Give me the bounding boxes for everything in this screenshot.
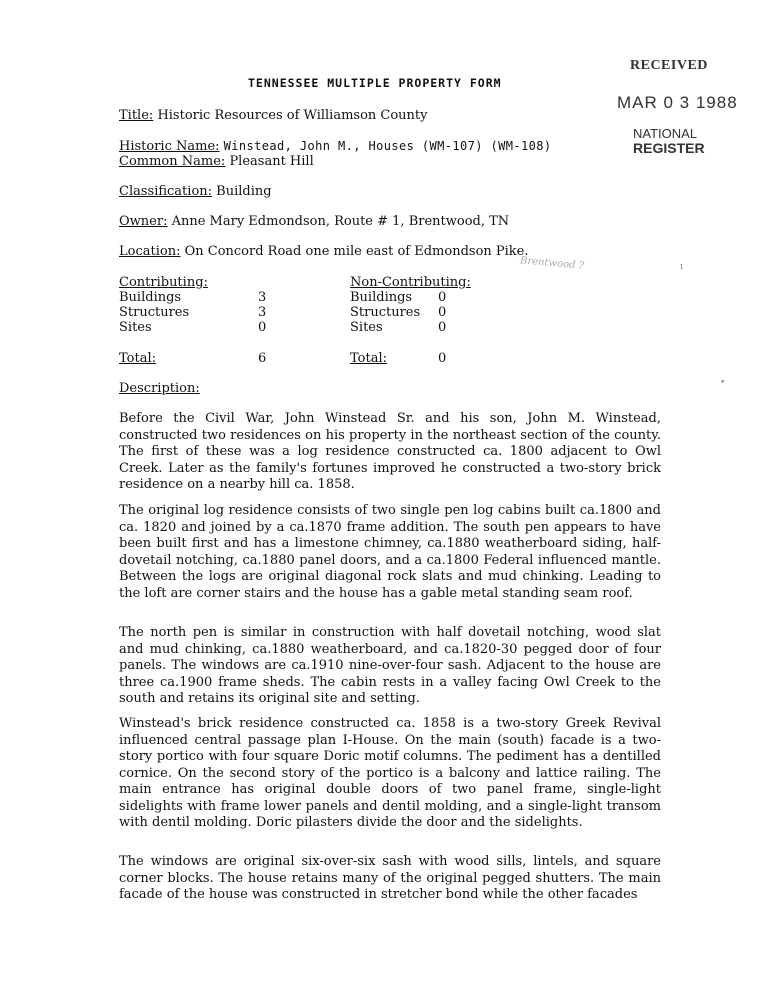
historic-name-label: Historic Name:: [119, 139, 220, 154]
contributing-sites-label: Sites: [119, 320, 152, 335]
common-name-label: Common Name:: [119, 154, 226, 169]
owner-field: [119, 214, 509, 229]
contributing-sites-count: 0: [258, 320, 267, 335]
noncontributing-buildings-label: Buildings: [350, 290, 413, 305]
contributing-structures-count: 3: [258, 305, 267, 320]
historic-name-value: Winstead, John M., Houses (WM-107) (WM-108): [223, 139, 552, 153]
common-name-field: [119, 154, 314, 169]
description-label: Description:: [119, 381, 200, 396]
title-value: Historic Resources of Williamson County: [157, 108, 428, 123]
contributing-total-count: 6: [258, 351, 267, 366]
noncontributing-buildings-count: 0: [438, 290, 447, 305]
margin-dot: •: [720, 378, 726, 388]
contributing-buildings-count: 3: [258, 290, 267, 305]
received-stamp: RECEIVED: [630, 58, 708, 73]
noncontributing-total-count: 0: [438, 351, 447, 366]
description-paragraph: The windows are original six-over-six sash with wood sills, lintels, and square corner blocks. The house retains many of the original pegged shutters. The main facade of the house was constructed in stretcher bond while the other facades: [119, 854, 661, 902]
location-value: On Concord Road one mile east of Edmondson Pike.: [184, 244, 529, 259]
pencil-annotation: Brentwood ?: [519, 255, 585, 272]
contributing-buildings-label: Buildings: [119, 290, 182, 305]
register-stamp: REGISTER: [633, 140, 705, 156]
title-field: [119, 108, 428, 123]
location-label: Location:: [119, 244, 181, 259]
classification-label: Classification:: [119, 184, 213, 199]
common-name-value: Pleasant Hill: [229, 154, 314, 169]
description-paragraph: The north pen is similar in construction with half dovetail notching, wood slat and mud chinking, ca.1880 weatherboard, and ca.1820-30 pegged door of four panels. The windows are ca.1910 nine-over-four sash. Adjacent to the house are three ca.1900 frame sheds. The cabin rests in a valley facing Owl Creek to the south and retains its original site and setting.: [119, 625, 661, 706]
received-date-stamp: MAR 0 3 1988: [617, 93, 738, 112]
noncontributing-structures-label: Structures: [350, 305, 421, 320]
noncontributing-sites-label: Sites: [350, 320, 383, 335]
description-paragraph: The original log residence consists of two single pen log cabins built ca.1800 and ca. 1820 and joined by a ca.1870 frame addition. The south pen appears to have been built first and has a limestone chimney, ca.1880 weatherboard siding, half-dovetail notching, ca.1880 panel doors, and a ca.1800 Federal influenced mantle. Between the logs are original diagonal rock slats and mud chinking. Leading to the loft are corner stairs and the house has a gable metal standing seam roof.: [119, 503, 661, 601]
form-title: TENNESSEE MULTIPLE PROPERTY FORM: [248, 76, 502, 90]
national-stamp: NATIONAL: [633, 126, 698, 141]
contributing-header: Contributing:: [119, 275, 208, 290]
noncontributing-sites-count: 0: [438, 320, 447, 335]
classification-value: Building: [216, 184, 272, 199]
noncontributing-header: Non-Contributing:: [350, 275, 471, 290]
classification-field: [119, 184, 272, 199]
contributing-total-label: Total:: [119, 351, 157, 366]
noncontributing-structures-count: 0: [438, 305, 447, 320]
noncontributing-total-label: Total:: [350, 351, 388, 366]
owner-value: Anne Mary Edmondson, Route # 1, Brentwood, TN: [171, 214, 510, 229]
description-paragraph: Before the Civil War, John Winstead Sr. and his son, John M. Winstead, constructed two residences on his property in the northeast section of the county. The first of these was a log residence constructed ca. 1800 adjacent to Owl Creek. Later as the family's fortunes improved he constructed a two-story brick residence on a nearby hill ca. 1858.: [119, 411, 661, 492]
contributing-structures-label: Structures: [119, 305, 190, 320]
historic-name-field: [119, 139, 552, 154]
title-label: Title:: [119, 108, 154, 123]
location-field: [119, 244, 529, 259]
owner-label: Owner:: [119, 214, 168, 229]
description-paragraph: Winstead's brick residence constructed ca. 1858 is a two-story Greek Revival influenced central passage plan I-House. On the main (south) facade is a two-story portico with four square Doric motif columns. The pediment has a dentilled cornice. On the second story of the portico is a balcony and lattice railing. The main entrance has original double doors of two panel frame, single-light sidelights with frame lower panels and dentil molding, and a single-light transom with dentil molding. Doric pilasters divide the door and the sidelights.: [119, 716, 661, 830]
margin-mark: ı: [680, 262, 683, 272]
